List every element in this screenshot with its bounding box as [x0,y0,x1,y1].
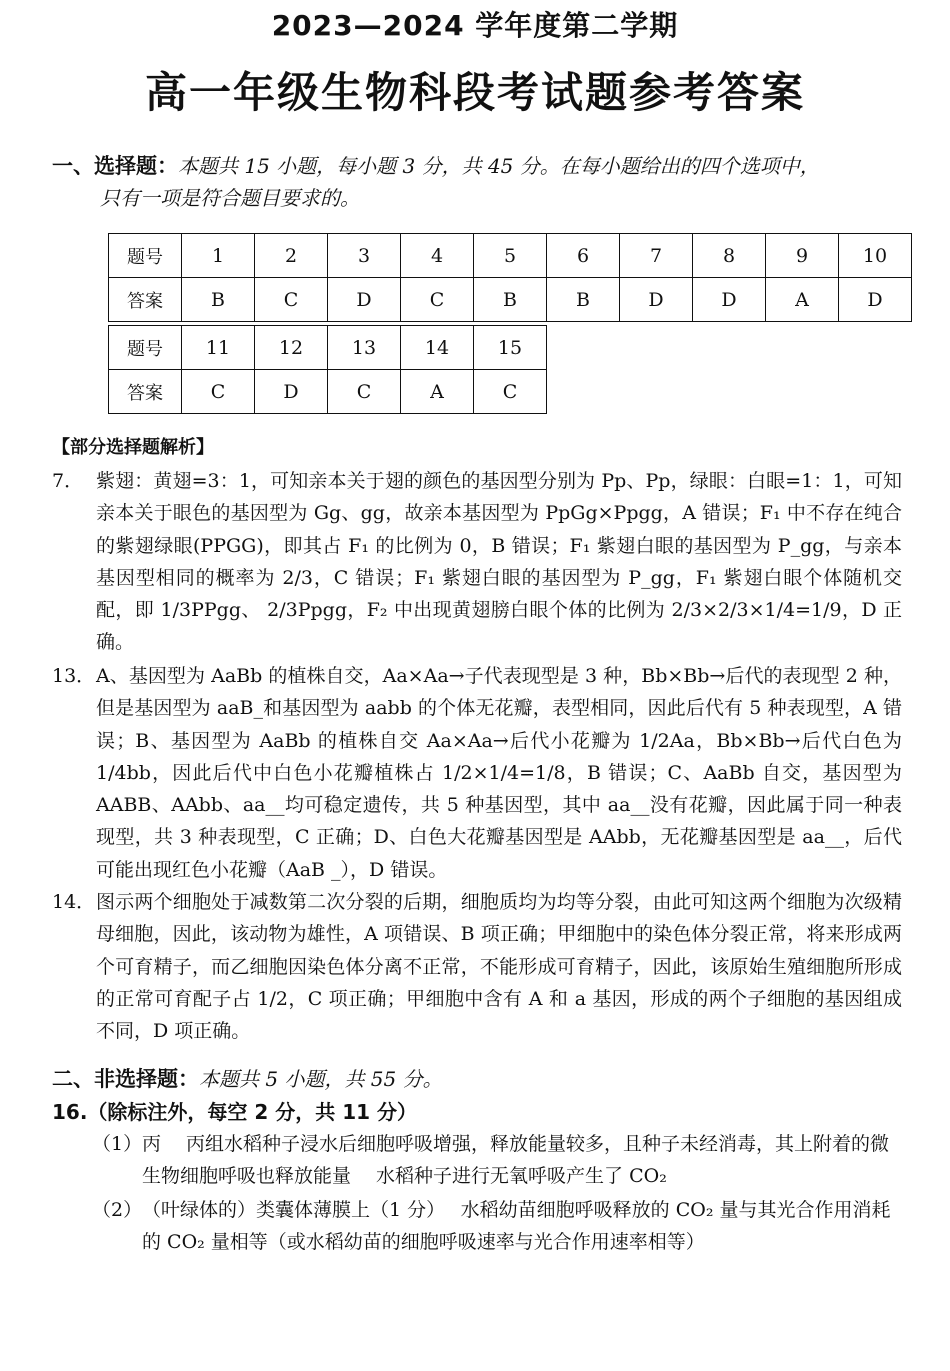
answer-cell: A [766,278,839,322]
question-number: 5 [474,234,547,278]
section2-heading: 二、非选择题： [52,1067,199,1091]
section1-heading: 一、选择题： [52,154,178,178]
section1-intro [52,150,902,214]
question-number: 7 [620,234,693,278]
answer-table-2 [108,325,547,414]
section2-desc: 本题共 5 小题，共 55 分。 [199,1067,443,1091]
analysis-item-text: 图示两个细胞处于减数第二次分裂的后期，细胞质均为均等分裂，由此可知这两个细胞为次级精母细胞，因此，该动物为雄性，A 项错误、B 项正确；甲细胞中的染色体分裂正常，将来形成两个可育精子，而乙细胞因染色体分离不正常，不能形成可育精子，因此，该原始生殖细胞所形成的正常可育配子占 1/2，C 项正确；甲细胞中含有 A 和 a 基因，形成的两个子细胞的基因组成不同，D 项正确。 [96,891,902,1043]
table1-answer-row [109,278,912,322]
part-text: （叶绿体的）类囊体薄膜上（1 分） 水稻幼苗细胞呼吸释放的 CO₂ 量与其光合作用消耗的 CO₂ 量相等（或水稻幼苗的细胞呼吸速率与光合作用速率相等） [142,1199,891,1253]
analysis-item-number: 13． [52,665,96,687]
answer-cell: C [255,278,328,322]
section2-intro [52,1063,443,1093]
question-number: 11 [182,326,255,370]
header-subtitle: 2023—2024 学年度第二学期 [271,9,679,42]
question-number: 14 [401,326,474,370]
row-label-answer: 答案 [109,278,182,322]
analysis-item-14 [52,886,902,1047]
answer-table-1 [108,233,912,322]
question-number: 9 [766,234,839,278]
row-label-answer: 答案 [109,370,182,414]
analysis-item-13 [52,660,902,886]
part-number: （2） [92,1199,143,1221]
question-16-part-1 [92,1128,902,1192]
analysis-item-number: 7． [52,470,84,492]
question-number: 10 [839,234,912,278]
question-number: 1 [182,234,255,278]
question-number: 6 [547,234,620,278]
answer-cell: D [693,278,766,322]
answer-cell: C [474,370,547,414]
answer-cell: D [839,278,912,322]
analysis-item-7 [52,465,902,659]
answer-cell: C [401,278,474,322]
header-title: 高一年级生物科段考试题参考答案 [144,68,805,117]
answer-cell: D [620,278,693,322]
answer-cell: D [255,370,328,414]
question-16-part-2 [92,1194,902,1258]
answer-cell: C [182,370,255,414]
answer-cell: C [328,370,401,414]
table2-answer-row [109,370,547,414]
question-number: 13 [328,326,401,370]
section1-desc-line2: 只有一项是符合题目要求的。 [100,186,360,210]
answer-cell: A [401,370,474,414]
answer-cell: B [474,278,547,322]
part-number: （1） [92,1133,143,1155]
question-16-title: 16.（除标注外，每空 2 分，共 11 分） [52,1100,418,1124]
section1-desc-line1: 本题共 15 小题，每小题 3 分，共 45 分。在每小题给出的四个选项中， [178,154,820,178]
part-text: 丙 丙组水稻种子浸水后细胞呼吸增强，释放能量较多，且种子未经消毒，其上附着的微生物细胞呼吸也释放能量 水稻种子进行无氧呼吸产生了 CO₂ [142,1133,890,1187]
answer-cell: D [328,278,401,322]
analysis-heading: 【部分选择题解析】 [52,437,214,458]
table1-number-row [109,234,912,278]
question-number: 4 [401,234,474,278]
analysis-item-number: 14． [52,891,96,913]
question-number: 8 [693,234,766,278]
row-label-question: 题号 [109,234,182,278]
answer-cell: B [182,278,255,322]
table2-number-row [109,326,547,370]
row-label-question: 题号 [109,326,182,370]
question-number: 2 [255,234,328,278]
analysis-item-text: A、基因型为 AaBb 的植株自交，Aa×Aa→子代表现型是 3 种，Bb×Bb→后代的表现型 2 种，但是基因型为 aaB_和基因型为 aabb 的个体无花瓣，表型相同，因此后代有 5 种表现型，A 错误；B、基因型为 AaBb 的植株自交 Aa×Aa→后代小花瓣为 1/2Aa，Bb×Bb→后代白色为 1/4bb，因此后代中白色小花瓣植株占 1/2×1/4=1/8，B 错误；C、AaBb 自交，基因型为 AABB、AAbb、aa__均可稳定遗传，共 5 种基因型，其中 aa__没有花瓣，因此属于同一种表现型，共 3 种表现型，C 正确；D、白色大花瓣基因型是 AAbb，无花瓣基因型是 aa__，后代可能出现红色小花瓣（AaB _），D 错误。 [96,665,902,881]
answer-cell: B [547,278,620,322]
question-number: 15 [474,326,547,370]
question-number: 12 [255,326,328,370]
question-number: 3 [328,234,401,278]
analysis-item-text: 紫翅：黄翅=3：1，可知亲本关于翅的颜色的基因型分别为 Pp、Pp，绿眼：白眼=1：1，可知亲本关于眼色的基因型为 Gg、gg，故亲本基因型为 PpGg×Ppgg，A 错误；F₁ 中不存在纯合的紫翅绿眼(PPGG)，即其占 F₁ 的比例为 0，B 错误；F₁ 紫翅白眼的基因型为 P_gg，与亲本基因型相同的概率为 2/3，C 错误；F₁ 紫翅白眼的基因型为 P_gg，F₁ 紫翅白眼个体随机交配，即 1/3PPgg、 2/3Ppgg，F₂ 中出现黄翅膀白眼个体的比例为 2/3×2/3×1/4=1/9，D 正确。 [96,470,902,654]
